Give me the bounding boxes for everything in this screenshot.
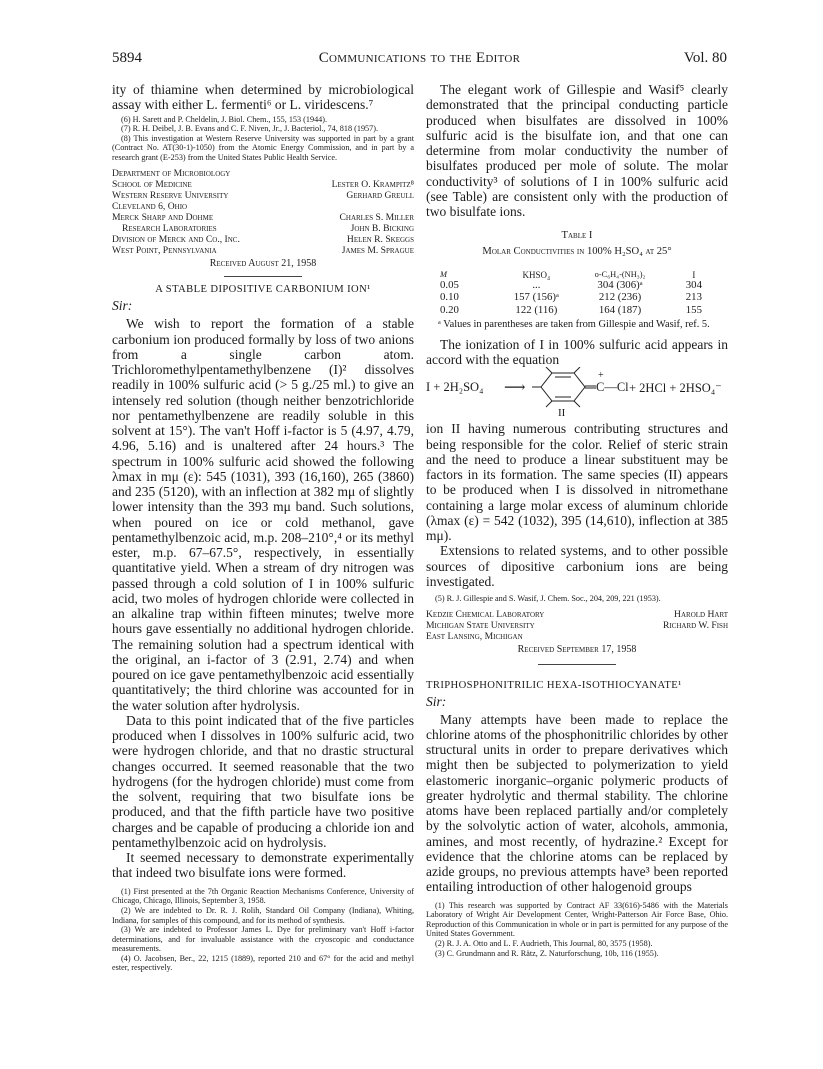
affiliation-row: East Lansing, Michigan: [426, 630, 523, 642]
running-header: [112, 50, 727, 72]
affiliation-row: West Point, Pennsylvania James M. Sprague: [112, 245, 414, 257]
table-cell: 0.20: [440, 303, 459, 316]
affiliation-row: Department of Microbiology: [112, 168, 231, 180]
continued-text: ity of thiamine when determined by microbiological assay with either L. fermenti⁶ or L. viridescens.⁷: [112, 82, 414, 113]
footnote-3: (3) C. Grundmann and R. Rätz, Z. Naturforschung, 10b, 116 (1955).: [435, 948, 659, 958]
table-cell: 0.10: [440, 291, 459, 304]
body-paragraph: The ionization of I in 100% sulfuric acid appears in accord with the equation: [426, 336, 728, 368]
conductivity-table: [432, 260, 724, 316]
page-number: 5894: [112, 50, 142, 66]
footnote-1: (1) First presented at the 7th Organic Reaction Mechanisms Conference, University of Chicago, Chicago, Illinois, September 3, 1958.: [112, 886, 414, 906]
affiliation-row: School of Medicine Lester O. Krampitz⁸: [112, 179, 414, 191]
table-cell: 304: [685, 279, 702, 292]
footnotes-bottom: [426, 901, 728, 959]
footnote-3: (3) We are indebted to Professor James L. Dye for preliminary van't Hoff i-factor determinations, and for invaluable assistance with the cryoscopic and conductance measurements.: [112, 925, 414, 954]
received-date: Received August 21, 1958: [209, 258, 317, 270]
table-cell: 157 (156)ᵃ: [513, 291, 559, 304]
body-paragraph: It seemed necessary to demonstrate experimentally that indeed two bisulfate ions were formed.: [112, 850, 414, 881]
header-cell: M: [440, 269, 447, 279]
body-paragraph: The elegant work of Gillespie and Wasif⁵ clearly demonstrated that the principal conducting particle produced when bisulfates are dissolved in 100% sulfuric acid is the bisulfate ion, and that one can determine from molar conductivity the number of bisulfates produced per mole of solute. The molar conductivity³ of solutions of I in 100% sulfuric acid (see Table) are consistent only with the production of two bisulfate ions.: [426, 82, 728, 219]
table-subtitle: Molar Conductivities in 100% H₂SO₄ at 25°: [482, 246, 672, 258]
cation-group: C—Cl: [596, 380, 629, 395]
affiliation-block: [112, 168, 414, 256]
salutation: Sir:: [426, 693, 447, 709]
table-cell: 122 (116): [515, 303, 558, 316]
reaction-arrow: ⟶: [504, 380, 526, 397]
table-cell: 155: [685, 303, 702, 316]
table-row: [432, 279, 724, 291]
body-paragraph: Data to this point indicated that of the five particles produced when I dissolves in 100% sulfuric acid, two were hydrogen chloride, and that no drastic structural changes occurred. It seemed reasonable that the two hydrogens (for the hydrogen chloride) must come from the solvent, requiring that two bisulfate ions be produced, and that the fifth particle have two positive charges and be capable of producing a chloride ion and pentamethylbenzoic acid on hydrolysis.: [112, 712, 414, 850]
article-title: TRIPHOSPHONITRILIC HEXA-ISOTHIOCYANATE¹: [426, 679, 682, 691]
table-cell: 212 (236): [598, 291, 642, 304]
footnote-4: (4) O. Jacobsen, Ber., 22, 1215 (1889), reported 210 and 67° for the acid and methyl ester, respectively.: [112, 953, 414, 973]
footnote-5: (5) R. J. Gillespie and S. Wasif, J. Chem. Soc., 204, 209, 221 (1953).: [435, 594, 661, 604]
table-cell: 0.05: [440, 279, 459, 292]
body-paragraph: ion II having numerous contributing structures and being responsible for the color. Relief of steric strain and the need to produce a linear substituent may be factors in its formation. The same species (II) appears to be produced when I is dissolved in nitromethane containing a large molar excess of aluminum chloride (λmax (ε) = 542 (1032), 395 (14,610), inflection at 385 mμ).: [426, 421, 728, 544]
affiliation-block: [426, 609, 728, 642]
equation-rhs: + 2HCl + 2HSO₄⁻: [629, 381, 722, 396]
footnote-1: (1) This research was supported by Contract AF 33(616)-5486 with the Materials Laboratory of Wright Air Development Center, Wright-Patterson Air Force Base, Ohio. Reproduction of this Communication in whole or in part is permitted for any purpose of the United States Government.: [426, 900, 728, 939]
article-title: A STABLE DIPOSITIVE CARBONIUM ION¹: [155, 284, 371, 296]
affiliation-row: Division of Merck and Co., Inc. Helen R. Skeggs: [112, 234, 414, 246]
running-title: Communications to the Editor: [318, 50, 521, 66]
table-header-row: [432, 260, 724, 279]
header-cell: o-C₆H₄-(NH₃)₂: [594, 269, 646, 279]
header-cell: KHSO₄: [522, 269, 551, 280]
table-title: Table I: [561, 230, 593, 242]
affiliation-row: Western Reserve University Gerhard Greull: [112, 190, 414, 202]
equation-lhs: I + 2H₂SO₄: [426, 380, 484, 395]
table-footnote: ᵃ Values in parentheses are taken from Gillespie and Wasif, ref. 5.: [438, 318, 710, 330]
footnote-6: (6) H. Sarett and P. Cheldelin, J. Biol. Chem., 155, 153 (1944).: [121, 114, 328, 124]
affiliation-row: Cleveland 6, Ohio: [112, 201, 188, 213]
footnote-7: (7) R. H. Deibel, J. B. Evans and C. F. Niven, Jr., J. Bacteriol., 74, 818 (1957).: [121, 124, 378, 134]
footnote-8: (8) This investigation at Western Reserve University was supported in part by a grant (Contract No. AT(30-1)-1050) from the Atomic Energy Commission, and in part by a research grant (E-253) from the United States Public Health Service.: [112, 133, 414, 162]
right-column: [426, 82, 728, 958]
separator-rule: [538, 664, 616, 665]
body-paragraph: Many attempts have been made to replace the chlorine atoms of the phosphonitrilic chlorides by other structural units in order to prepare derivatives which might then be subjected to polymerization to yield elastomeric inorganic–organic polymeric products of greater hydrolytic and thermal stability. The chlorine atoms have been replaced partially and/or completely by the solvolytic action of water, alcohols, ammonia, amines, and most recently, of hydrazine.² Except for evidence that the chlorine atoms can be replaced by azide groups, no previous attempts have³ been reported entailing introduction of other halogenoid groups: [426, 711, 728, 895]
affiliation-row: Research Laboratories John B. Bicking: [122, 223, 414, 235]
table-cell: 213: [685, 291, 702, 304]
separator-rule: [224, 276, 302, 277]
volume-label: Vol. 80: [683, 50, 727, 66]
table-row: [432, 291, 724, 303]
body-paragraph: Extensions to related systems, and to other possible sources of dipositive carbonium ions are being investigated.: [426, 543, 728, 589]
ion-label: II: [558, 407, 566, 420]
body-paragraph: We wish to report the formation of a stable carbonium ion produced formally by loss of two anions from a single carbon atom. Trichloromethylpentamethylbenzene (I)² dissolves readily in 100% sulfuric acid (> 5 g./25 ml.) to give an intensely red solution (though neither benzotrichloride nor pentamethylbenzene are readily soluble in this solvent at 15°). The van't Hoff i-factor is 5 (4.97, 4.79, 4.96, 5.16) and is unaltered after 24 hours.³ The spectrum in 100% sulfuric acid showed the following λmax in mμ (ε): 545 (1031), 393 (16,160), 265 (3860) and 235 (5120), with an inflection at 382 mμ of slightly lower intensity than the 393 mμ band. Such solutions, when poured on ice or cold methanol, gave pentamethylbenzoic acid, m.p. 208–210°,⁴ or its methyl ester, m.p. 67–67.5°, respectively, in essentially quantitative yield. When a stream of dry nitrogen was passed through a cold solution of I in 100% sulfuric acid, two moles of hydrogen chloride were collected in an alkaline trap within fifteen minutes; twelve more hours gave essentially no additional hydrogen chloride. The remaining solution had a spectrum identical with the original, an i-factor of 3 (2.91, 2.74) and when poured on ice gave pentamethylbenzoic acid essentially quantitatively; the third chlorine was accounted for in the water solution after hydrolysis.: [112, 316, 414, 713]
left-column: [112, 82, 414, 973]
affiliation-row: Kedzie Chemical Laboratory Harold Hart: [426, 608, 728, 620]
cation-charge: +: [598, 370, 604, 382]
footnotes-bottom: [112, 887, 414, 973]
received-date: Received September 17, 1958: [517, 643, 637, 655]
salutation: Sir:: [112, 298, 133, 314]
table-cell: ...: [532, 279, 541, 292]
table-cell: 304 (306)ᵃ: [597, 279, 643, 292]
table-row: [432, 304, 724, 316]
table-cell: 164 (187): [598, 303, 642, 316]
footnote-2: (2) R. J. A. Otto and L. F. Audrieth, This Journal, 80, 3575 (1958).: [435, 939, 653, 949]
reaction-equation: [426, 367, 728, 421]
affiliation-row: Merck Sharp and Dohme Charles S. Miller: [112, 212, 414, 224]
footnotes-top: [112, 115, 414, 163]
footnote-2: (2) We are indebted to Dr. R. J. Rolih, Standard Oil Company (Indiana), Whiting, Indiana, for samples of this compound, and for its method of synthesis.: [112, 905, 414, 925]
affiliation-row: Michigan State University Richard W. Fish: [426, 619, 728, 631]
header-cell: I: [692, 269, 696, 280]
